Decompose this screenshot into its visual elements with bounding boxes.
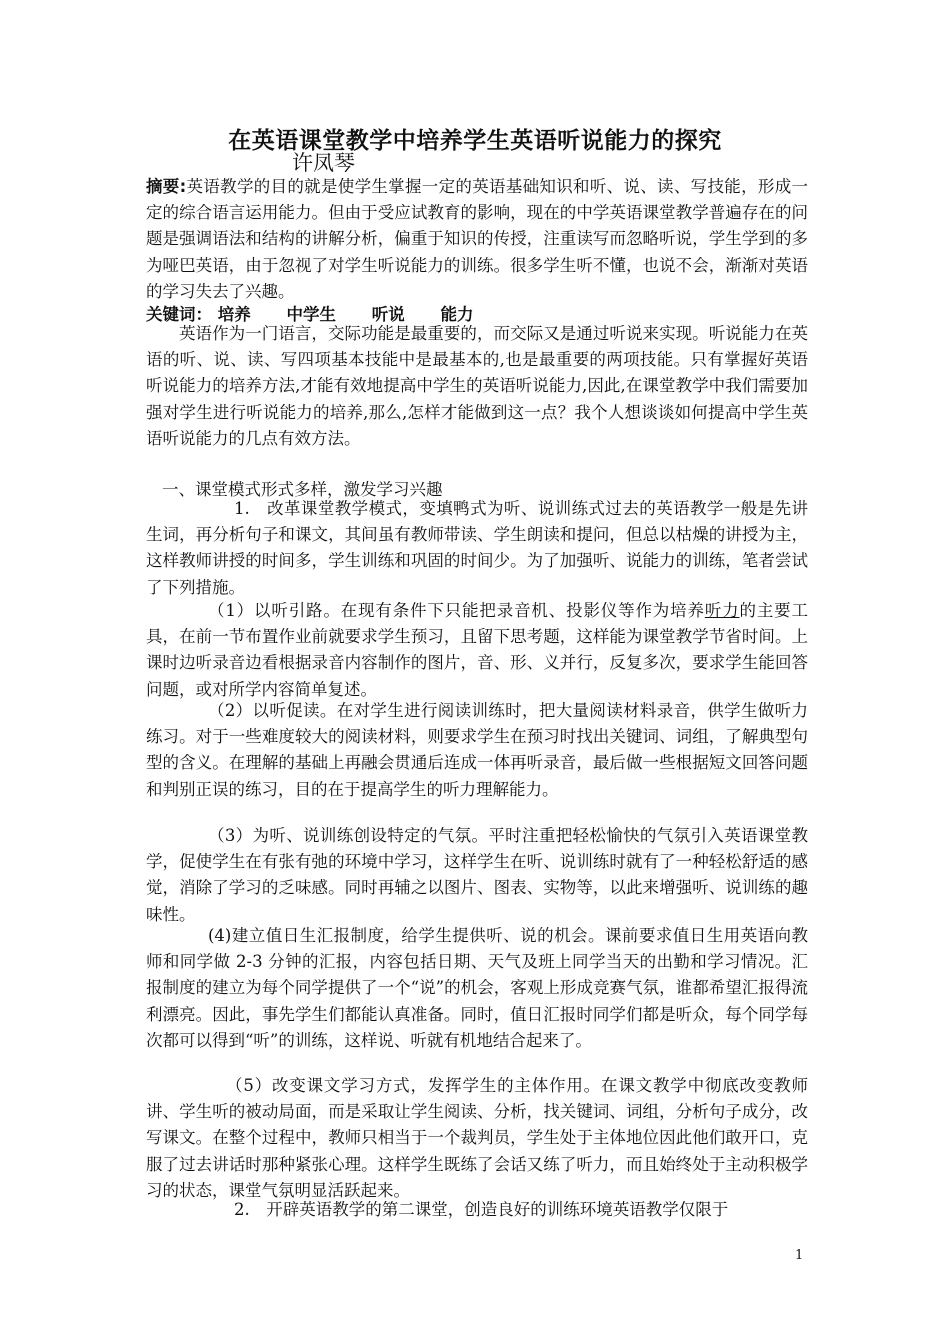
- list-item: (4)建立值日生汇报制度，给学生提供听、说的机会。课前要求值日生用英语向教师和同学做 2-3 分钟的汇报，内容包括日期、天气及班上同学当天的出勤和学习情况。汇报制度的建立为每个同学提供了一个“说”的机会，客观上形成竞赛气氛，谁都希望汇报得流利漂亮。因此，事先学生们都能认真准备。同时，值日汇报时同学们都是听众，每个同学每次都可以得到“听”的训练，这样说、听就有机地结合起来了。: [146, 926, 808, 1050]
- body-paragraph: 1. 改革课堂教学模式，变填鸭式为听、说训练式过去的英语教学一般是先讲生词，再分析句子和课文，其间虽有教师带读、学生朗读和提问，但总以枯燥的讲授为主，这样教师讲授的时间多，学生训练和巩固的时间少。为了加强听、说能力的训练，笔者尝试了下列措施。: [146, 499, 808, 597]
- abstract-paragraph: [146, 174, 808, 305]
- list-item: [146, 598, 808, 703]
- document-title: 在英语课堂教学中培养学生英语听说能力的探究: [228, 128, 722, 154]
- underlined-term: 听力: [704, 601, 740, 620]
- keywords-label: 关键词：: [146, 305, 212, 324]
- list-item-text: 的主要工具，在前一节布置作业前就要求学生预习，且留下思考题，这样能为课堂教学节省时间。上课时边听录音边看根据录音内容制作的图片，音、形、义并行，反复多次，要求学生能回答问题，或对所学内容简单复述。: [146, 601, 809, 699]
- abstract-label: 摘要:: [146, 177, 187, 196]
- section-heading: 一、课堂模式形式多样，激发学习兴趣: [162, 480, 443, 499]
- list-item-text: （1）以听引路。在现有条件下只能把录音机、投影仪等作为培养: [208, 601, 705, 620]
- keyword-item: 能力: [440, 305, 474, 324]
- keyword-item: 培养: [217, 305, 251, 324]
- list-item: （2）以听促读。在对学生进行阅读训练时，把大量阅读材料录音，供学生做听力练习。对于一些难度较大的阅读材料，则要求学生在预习时找出关键词、词组，了解典型句型的含义。在理解的基础上再融会贯通后连成一体再听录音，最后做一些根据短文回答问题和判别正误的练习，目的在于提高学生的听力理解能力。: [146, 701, 808, 799]
- keyword-item: 听说: [371, 305, 405, 324]
- intro-paragraph: 英语作为一门语言，交际功能是最重要的，而交际又是通过听说来实现。听说能力在英语的听、说、读、写四项基本技能中是最基本的,也是最重要的两项技能。只有掌握好英语听说能力的培养方法,才能有效地提高中学生的英语听说能力,因此,在课堂教学中我们需要加强对学生进行听说能力的培养,那么,怎样才能做到这一点？我个人想谈谈如何提高中学生英语听说能力的几点有效方法。: [146, 324, 808, 448]
- list-item: （3）为听、说训练创设特定的气氛。平时注重把轻松愉快的气氛引入英语课堂教学，促使学生在有张有弛的环境中学习，这样学生在听、说训练时就有了一种轻松舒适的感觉，消除了学习的乏味感。同时再辅之以图片、图表、实物等，以此来增强听、说训练的趣味性。: [146, 826, 808, 924]
- list-item: （5）改变课文学习方式，发挥学生的主体作用。在课文教学中彻底改变教师讲、学生听的被动局面，而是采取让学生阅读、分析，找关键词、词组，分析句子成分，改写课文。在整个过程中，教师只相当于一个裁判员，学生处于主体地位因此他们敢开口，克服了过去讲话时那种紧张心理。这样学生既练了会话又练了听力，而且始终处于主动积极学习的状态，课堂气氛明显活跃起来。: [146, 1076, 808, 1200]
- abstract-text: 英语教学的目的就是使学生掌握一定的英语基础知识和听、说、读、写技能，形成一定的综合语言运用能力。但由于受应试教育的影响，现在的中学英语课堂教学普遍存在的问题是强调语法和结构的讲解分析，偏重于知识的传授，注重读写而忽略听说，学生学到的多为哑巴英语，由于忽视了对学生听说能力的训练。很多学生听不懂，也说不会，渐渐对英语的学习失去了兴趣。: [146, 177, 808, 301]
- author-name: 许凤琴: [292, 151, 355, 175]
- keyword-item: 中学生: [286, 305, 336, 324]
- body-paragraph: 2. 开辟英语教学的第二课堂，创造良好的训练环境英语教学仅限于: [234, 1200, 729, 1219]
- page-number: 1: [795, 1248, 804, 1263]
